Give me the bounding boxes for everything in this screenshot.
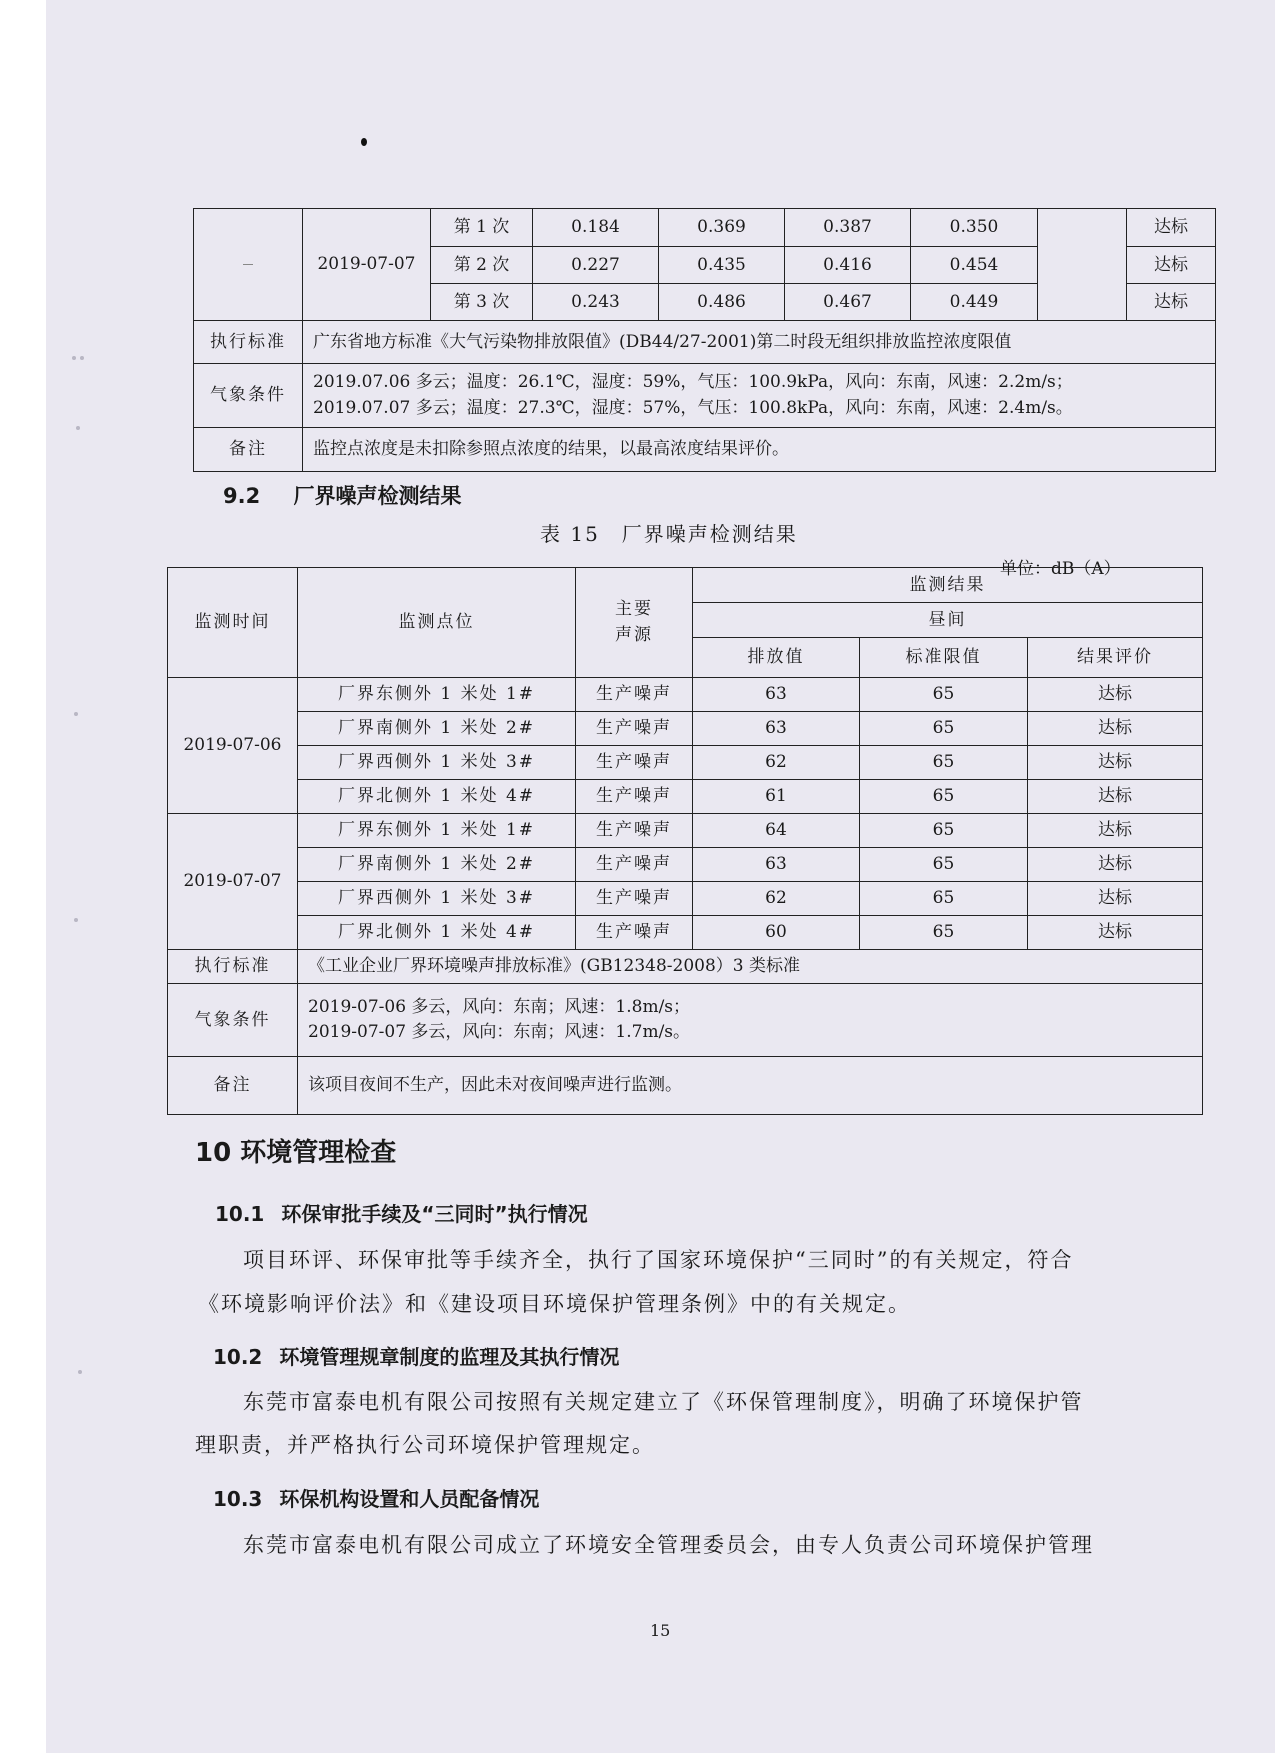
section-10-heading: 10 环境管理检查 — [195, 1138, 397, 1168]
section-number: 10.3 — [213, 1487, 263, 1511]
table-row — [168, 848, 1203, 882]
result-cell: 达标 — [1028, 814, 1203, 848]
result-cell: 达标 — [1028, 882, 1203, 916]
remark-label: 备注 — [168, 1057, 298, 1115]
section-9-2-heading — [223, 480, 462, 510]
value-cell: 62 — [693, 882, 860, 916]
point-cell: 厂界南侧外 1 米处 2# — [298, 712, 576, 746]
point-cell: 厂界南侧外 1 米处 2# — [298, 848, 576, 882]
result-cell: 达标 — [1028, 848, 1203, 882]
point-cell: 厂界北侧外 1 米处 4# — [298, 780, 576, 814]
value-cell: 0.184 — [533, 209, 659, 247]
result-cell: 达标 — [1028, 678, 1203, 712]
round-label: 第 3 次 — [431, 284, 533, 321]
table-15-noise-results — [167, 567, 1203, 1115]
weather-label: 气象条件 — [194, 364, 303, 428]
section-title: 环保审批手续及“三同时”执行情况 — [281, 1202, 588, 1226]
result-cell: 达标 — [1028, 712, 1203, 746]
section-10-2-heading — [213, 1341, 619, 1370]
source-cell: 生产噪声 — [576, 678, 693, 712]
standard-label: 执行标准 — [194, 321, 303, 364]
limit-cell: 65 — [860, 916, 1028, 950]
weather-label: 气象条件 — [168, 984, 298, 1057]
section-10-3-heading — [213, 1483, 539, 1512]
limit-cell: 65 — [860, 712, 1028, 746]
result-cell: 达标 — [1127, 247, 1216, 284]
sample-date: 2019-07-07 — [303, 209, 431, 321]
limit-cell: 65 — [860, 848, 1028, 882]
value-cell: 0.350 — [911, 209, 1038, 247]
blank-cell — [1038, 209, 1127, 321]
result-cell: 达标 — [1028, 746, 1203, 780]
point-cell: 厂界西侧外 1 米处 3# — [298, 746, 576, 780]
paragraph-line: 项目环评、环保审批等手续齐全，执行了国家环境保护“三同时”的有关规定，符合 — [243, 1248, 1074, 1272]
source-cell: 生产噪声 — [576, 746, 693, 780]
section-title: 环保机构设置和人员配备情况 — [279, 1487, 540, 1511]
table-caption: 表 15 厂界噪声检测结果 — [540, 522, 798, 546]
table-row — [168, 882, 1203, 916]
weather-line: 2019.07.07 多云；温度：27.3℃，湿度：57%，气压：100.8kPa，风向：东南，风速：2.4m/s。 — [313, 397, 1073, 418]
group-date: 2019-07-07 — [168, 814, 298, 950]
value-cell: 0.416 — [785, 247, 911, 284]
section-number: 10.2 — [213, 1345, 263, 1369]
standard-text: 《工业企业厂界环境噪声排放标准》(GB12348-2008）3 类标准 — [298, 950, 1203, 984]
value-cell: 0.449 — [911, 284, 1038, 321]
round-label: 第 2 次 — [431, 247, 533, 284]
remark-label: 备注 — [194, 428, 303, 472]
limit-cell: 65 — [860, 746, 1028, 780]
point-cell: 厂界北侧外 1 米处 4# — [298, 916, 576, 950]
value-cell: 62 — [693, 746, 860, 780]
limit-cell: 65 — [860, 780, 1028, 814]
remark-text: 监控点浓度是未扣除参照点浓度的结果，以最高浓度结果评价。 — [303, 428, 1216, 472]
value-cell: 0.243 — [533, 284, 659, 321]
header-source — [576, 568, 693, 678]
group-date: 2019-07-06 — [168, 678, 298, 814]
paragraph-line: 理职责，并严格执行公司环境保护管理规定。 — [195, 1433, 655, 1457]
source-cell: 生产噪声 — [576, 814, 693, 848]
header-point: 监测点位 — [298, 568, 576, 678]
round-label: 第 1 次 — [431, 209, 533, 247]
paragraph-line: 《环境影响评价法》和《建设项目环境保护管理条例》中的有关规定。 — [198, 1292, 911, 1316]
header-source-line: 主要 — [615, 599, 653, 619]
weather-line: 2019.07.06 多云；温度：26.1℃，湿度：59%，气压：100.9kPa，风向：东南，风速：2.2m/s； — [313, 372, 1073, 392]
ink-dot — [361, 138, 367, 146]
section-number: 10.1 — [215, 1202, 265, 1226]
paragraph-line: 东莞市富泰电机有限公司成立了环境安全管理委员会，由专人负责公司环境保护管理 — [243, 1533, 1094, 1557]
source-cell: 生产噪声 — [576, 916, 693, 950]
result-cell: 达标 — [1028, 916, 1203, 950]
paragraph-line: 东莞市富泰电机有限公司按照有关规定建立了《环保管理制度》，明确了环境保护管 — [243, 1390, 1084, 1414]
value-cell: 60 — [693, 916, 860, 950]
point-cell: 厂界东侧外 1 米处 1# — [298, 678, 576, 712]
standard-label: 执行标准 — [168, 950, 298, 984]
limit-cell: 65 — [860, 814, 1028, 848]
unit-label: 单位：dB（A） — [1000, 559, 1121, 579]
weather-text — [298, 984, 1203, 1057]
limit-cell: 65 — [860, 678, 1028, 712]
result-cell: 达标 — [1127, 209, 1216, 247]
header-emission: 排放值 — [693, 638, 860, 678]
header-evaluation: 结果评价 — [1028, 638, 1203, 678]
value-cell: 0.486 — [659, 284, 785, 321]
value-cell: 0.467 — [785, 284, 911, 321]
value-cell: 63 — [693, 678, 860, 712]
value-cell: 0.435 — [659, 247, 785, 284]
result-cell: 达标 — [1127, 284, 1216, 321]
source-cell: 生产噪声 — [576, 780, 693, 814]
blank-cell — [194, 209, 303, 321]
section-title: 环境管理规章制度的监理及其执行情况 — [279, 1345, 620, 1369]
value-cell: 0.369 — [659, 209, 785, 247]
table-row — [168, 678, 1203, 712]
header-daytime: 昼间 — [693, 603, 1203, 638]
section-10-1-heading — [215, 1198, 588, 1227]
table-14-continuation — [193, 208, 1216, 472]
point-cell: 厂界西侧外 1 米处 3# — [298, 882, 576, 916]
value-cell: 63 — [693, 712, 860, 746]
section-title: 厂界噪声检测结果 — [293, 484, 462, 508]
value-cell: 63 — [693, 848, 860, 882]
remark-text: 该项目夜间不生产，因此未对夜间噪声进行监测。 — [298, 1057, 1203, 1115]
value-cell: 61 — [693, 780, 860, 814]
section-number: 9.2 — [223, 484, 261, 508]
source-cell: 生产噪声 — [576, 882, 693, 916]
weather-line: 2019-07-06 多云，风向：东南；风速：1.8m/s； — [308, 996, 691, 1017]
value-cell: 0.387 — [785, 209, 911, 247]
header-results: 监测结果 — [693, 568, 1203, 603]
weather-line: 2019-07-07 多云，风向：东南；风速：1.7m/s。 — [308, 1022, 691, 1042]
result-cell: 达标 — [1028, 780, 1203, 814]
page-number: 15 — [650, 1621, 671, 1640]
table-row — [168, 746, 1203, 780]
limit-cell: 65 — [860, 882, 1028, 916]
value-cell: 64 — [693, 814, 860, 848]
table-row — [168, 712, 1203, 746]
table-row — [168, 780, 1203, 814]
table-row — [168, 814, 1203, 848]
table-row — [168, 916, 1203, 950]
value-cell: 0.227 — [533, 247, 659, 284]
source-cell: 生产噪声 — [576, 848, 693, 882]
point-cell: 厂界东侧外 1 米处 1# — [298, 814, 576, 848]
header-source-line: 声源 — [615, 624, 653, 645]
value-cell: 0.454 — [911, 247, 1038, 284]
header-limit: 标准限值 — [860, 638, 1028, 678]
weather-text — [303, 364, 1216, 428]
standard-text: 广东省地方标准《大气污染物排放限值》(DB44/27-2001)第二时段无组织排放监控浓度限值 — [303, 321, 1216, 364]
header-time: 监测时间 — [168, 568, 298, 678]
source-cell: 生产噪声 — [576, 712, 693, 746]
